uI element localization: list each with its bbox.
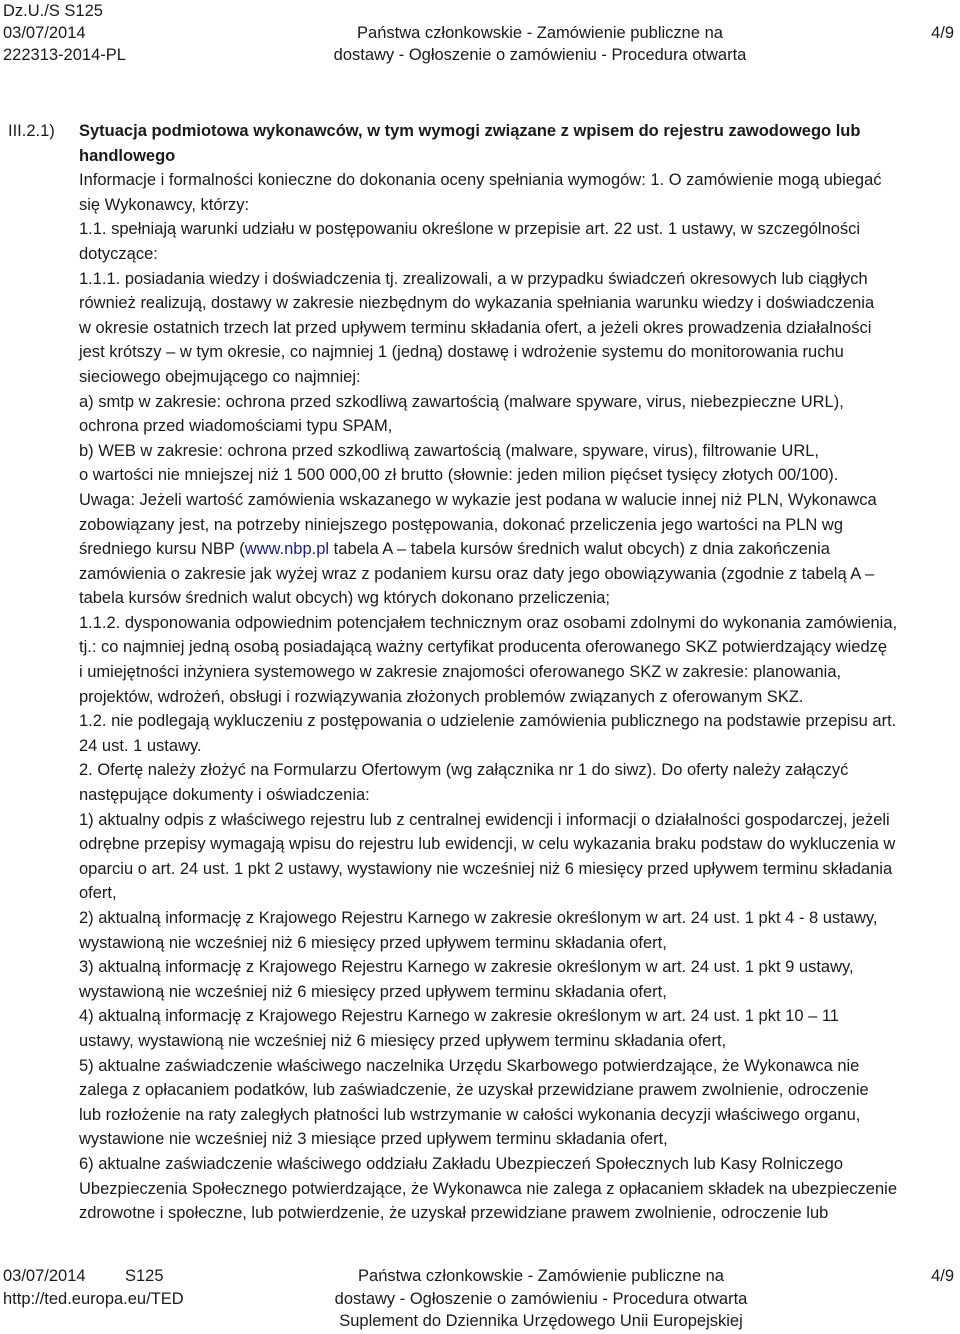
text-line: zobowiązany jest, na potrzeby niniejszego postępowania, dokonać przeliczenia jego wartości na PLN wg — [79, 515, 844, 534]
text-line: 5) aktualne zaświadczenie właściwego naczelnika Urzędu Skarbowego potwierdzające, że Wykonawca nie — [79, 1056, 860, 1075]
text-line: 24 ust. 1 ustawy. — [79, 736, 202, 755]
text-line-with-link — [79, 537, 959, 562]
text-line: 1.1. spełniają warunki udziału w postępowaniu określone w przepisie art. 22 ust. 1 ustawy, w szczególności — [79, 220, 861, 239]
text-line: 4) aktualną informację z Krajowego Rejestru Karnego w zakresie określonym w art. 24 ust. 1 pkt 10 – 11 — [79, 1007, 839, 1026]
text-line: się Wykonawcy, którzy: — [79, 195, 250, 214]
header-journal-ref: Dz.U./S S125 — [3, 2, 103, 20]
footer-notice-type-line-2: dostawy - Ogłoszenie o zamówieniu - Procedura otwarta — [334, 1289, 748, 1308]
header-date: 03/07/2014 — [3, 24, 86, 42]
text-line: o wartości nie mniejszej niż 1 500 000,00 zł brutto (słownie: jeden milion pięćset tysięcy złotych 00/100). — [79, 466, 839, 485]
footer-series: S125 — [125, 1267, 164, 1285]
header-document-info — [3, 0, 126, 66]
text-line: ochrona przed wiadomościami typu SPAM, — [79, 417, 393, 436]
footer-date-series — [3, 1265, 184, 1288]
text-line: odrębne przepisy wymagają wpisu do rejestru lub ewidencji, w celu wykazania braku podstaw do wykluczenia w — [79, 835, 896, 854]
text-line: tj.: co najmniej jedną osobą posiadającą ważny certyfikat producenta oferowanego SKZ potwierdzający wiedzę — [79, 638, 888, 657]
footer-page-number: 4/9 — [931, 1267, 954, 1285]
text-line: 1.2. nie podlegają wykluczeniu z postępowania o udzielenie zamówienia publicznego na podstawie przepisu art. — [79, 712, 897, 731]
link-line-before: średniego kursu NBP ( — [79, 540, 245, 559]
text-line: zamówienia o zakresie jak wyżej wraz z podaniem kursu oraz daty jego obowiązywania (zgodnie z tabelą A – — [79, 564, 875, 583]
nbp-link[interactable]: www.nbp.pl — [244, 540, 330, 559]
footer-notice-type-line-1: Państwa członkowskie - Zamówienie publiczne na — [358, 1267, 724, 1285]
text-line: w okresie ostatnich trzech lat przed upływem terminu składania ofert, a jeżeli okres prowadzenia działalności — [79, 318, 872, 337]
text-line: zdrowotne i społeczne, lub potwierdzenie, że uzyskał przewidziane prawem zwolnienie, odroczenie lub — [79, 1204, 829, 1223]
text-line: wystawione nie wcześniej niż 3 miesiące przed upływem terminu składania ofert, — [79, 1130, 668, 1149]
text-line: 1.1.2. dysponowania odpowiednim potencjałem technicznym oraz osobami zdolnymi do wykonania zamówienia, — [79, 613, 898, 632]
text-line: również realizują, dostawy w zakresie niezbędnym do wykazania spełniania warunku wiedzy i doświadczenia — [79, 294, 875, 313]
footer-date: 03/07/2014 — [3, 1267, 86, 1285]
text-line: ofert, — [79, 884, 117, 903]
text-line: wystawioną nie wcześniej niż 6 miesięcy przed upływem terminu składania ofert, — [79, 933, 667, 952]
header-notice-type-line-2: dostawy - Ogłoszenie o zamówieniu - Procedura otwarta — [333, 46, 747, 64]
text-line: 1.1.1. posiadania wiedzy i doświadczenia tj. zrealizowali, a w przypadku świadczeń okresowych lub ciągłych — [79, 269, 868, 288]
section-number: III.2.1) — [8, 122, 55, 140]
footer-supplement-title: Suplement do Dziennika Urzędowego Unii Europejskiej — [339, 1312, 743, 1330]
text-line: jest krótszy – w tym okresie, co najmniej 1 (jedną) dostawę i wdrożenie systemu do monitorowania ruchu — [79, 343, 844, 362]
text-line: 2) aktualną informację z Krajowego Rejestru Karnego w zakresie określonym w art. 24 ust. 1 pkt 4 - 8 ustawy, — [79, 909, 878, 927]
text-line: 3) aktualną informację z Krajowego Rejestru Karnego w zakresie określonym w art. 24 ust. 1 pkt 9 ustawy, — [79, 958, 854, 977]
text-line: tabela kursów średnich walut obcych) wg których dokonano przeliczenia; — [79, 589, 611, 608]
header-page-number: 4/9 — [931, 24, 954, 42]
section-body — [79, 119, 959, 1226]
text-line: lub rozłożenie na raty zaległych płatności lub wstrzymanie w całości wykonania decyzji właściwego organu, — [79, 1105, 861, 1124]
footer-ted-link[interactable]: http://ted.europa.eu/TED — [3, 1289, 184, 1308]
text-line: dotyczące: — [79, 244, 158, 263]
header-notice-type-line-1: Państwa członkowskie - Zamówienie publiczne na — [357, 24, 723, 42]
text-line: b) WEB w zakresie: ochrona przed szkodliwą zawartością (malware, spyware, virus), filtrowanie URL, — [79, 441, 819, 460]
footer-notice-type — [300, 1265, 782, 1333]
text-line: 2. Ofertę należy złożyć na Formularzu Ofertowym (wg załącznika nr 1 do siwz). Do oferty należy załączyć — [79, 761, 849, 780]
section-title-line: Sytuacja podmiotowa wykonawców, w tym wymogi związane z wpisem do rejestru zawodowego lub — [79, 122, 861, 140]
text-line: Ubezpieczenia Społecznego potwierdzające, że Wykonawca nie zalega z opłacaniem składek na ubezpieczenie — [79, 1179, 898, 1198]
text-line: a) smtp w zakresie: ochrona przed szkodliwą zawartością (malware spyware, virus, niebezpieczne URL), — [79, 392, 844, 411]
footer-document-info — [3, 1265, 184, 1310]
text-line: oparciu o art. 24 ust. 1 pkt 2 ustawy, wystawiony nie wcześniej niż 6 miesięcy przed upływem terminu składania — [79, 859, 893, 878]
text-line: Uwaga: Jeżeli wartość zamówienia wskazanego w wykazie jest podana w walucie innej niż PLN, Wykonawca — [79, 490, 877, 509]
text-line: sieciowego obejmującego co najmniej: — [79, 367, 361, 386]
text-line: następujące dokumenty i oświadczenia: — [79, 786, 370, 805]
text-line: projektów, wdrożeń, obsługi i rozwiązywania złożonych problemów związanych z oferowanym SKZ. — [79, 687, 804, 706]
text-line: 1) aktualny odpis z właściwego rejestru lub z centralnej ewidencji i informacji o działalności gospodarczej, jeżeli — [79, 810, 890, 829]
header-notice-number: 222313-2014-PL — [3, 46, 126, 64]
text-line: wystawioną nie wcześniej niż 6 miesięcy przed upływem terminu składania ofert, — [79, 982, 667, 1001]
text-line: 6) aktualne zaświadczenie właściwego oddziału Zakładu Ubezpieczeń Społecznych lub Kasy Rolniczego — [79, 1154, 844, 1173]
link-line-after: tabela A – tabela kursów średnich walut obcych) z dnia zakończenia — [329, 540, 830, 559]
header-notice-type — [330, 22, 750, 66]
text-line: ustawy, wystawioną nie wcześniej niż 6 miesięcy przed upływem terminu składania ofert, — [79, 1031, 727, 1050]
text-line: i umiejętności inżyniera systemowego w zakresie znajomości oferowanego SKZ w zakresie: planowania, — [79, 663, 842, 682]
text-line: zalega z opłacaniem podatków, lub zaświadczenie, że uzyskał przewidziane prawem zwolnienie, odroczenie — [79, 1081, 869, 1100]
section-title-line: handlowego — [79, 146, 176, 165]
text-line: Informacje i formalności konieczne do dokonania oceny spełniania wymogów: 1. O zamówienie mogą ubiegać — [79, 171, 882, 190]
